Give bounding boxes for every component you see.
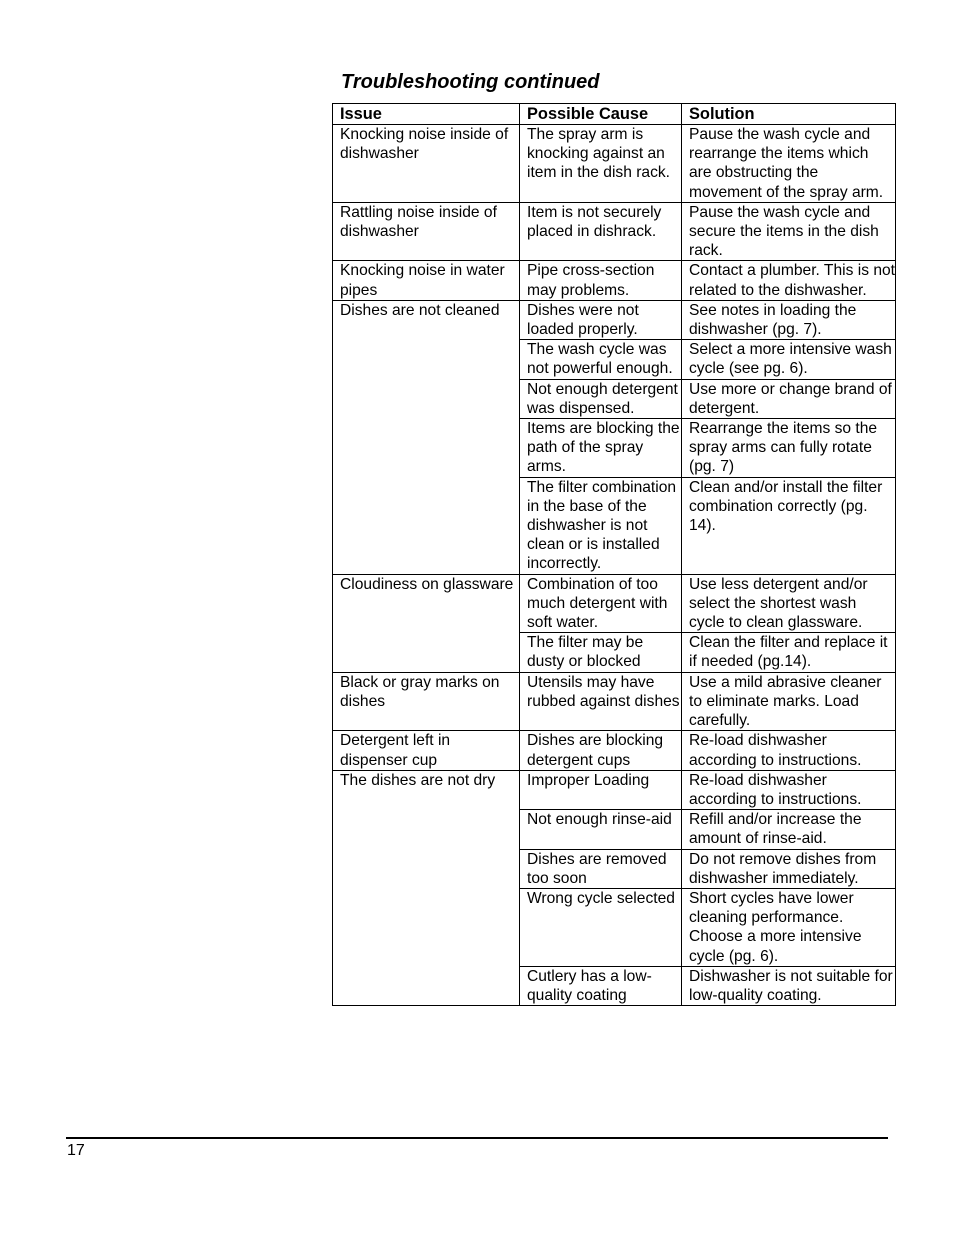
issue-cell: Rattling noise inside of dishwasher: [333, 202, 520, 261]
solution-cell: Re-load dishwasher according to instructions.: [682, 770, 896, 809]
table-row: [333, 731, 896, 770]
solution-cell: Clean and/or install the filter combination correctly (pg. 14).: [682, 477, 896, 574]
cause-cell: The wash cycle was not powerful enough.: [520, 340, 682, 379]
cause-cell: Dishes are removed too soon: [520, 849, 682, 888]
cause-cell: Item is not securely placed in dishrack.: [520, 202, 682, 261]
cause-cell: Pipe cross-section may problems.: [520, 261, 682, 300]
cause-cell: Combination of too much detergent with soft water.: [520, 574, 682, 633]
solution-cell: Contact a plumber. This is not related to the dishwasher.: [682, 261, 896, 300]
table-row: [333, 261, 896, 300]
issue-cell: Black or gray marks on dishes: [333, 672, 520, 731]
issue-cell: Knocking noise inside of dishwasher: [333, 125, 520, 203]
solution-cell: Re-load dishwasher according to instructions.: [682, 731, 896, 770]
cause-cell: Dishes were not loaded properly.: [520, 300, 682, 339]
footer-rule: [66, 1137, 888, 1139]
issue-cell: Knocking noise in water pipes: [333, 261, 520, 300]
troubleshooting-table: [332, 103, 896, 1006]
issue-cell: Cloudiness on glassware: [333, 574, 520, 672]
header-solution: Solution: [682, 104, 896, 125]
solution-cell: Use a mild abrasive cleaner to eliminate marks. Load carefully.: [682, 672, 896, 731]
header-possible-cause: Possible Cause: [520, 104, 682, 125]
cause-cell: Improper Loading: [520, 770, 682, 809]
solution-cell: Short cycles have lower cleaning performance. Choose a more intensive cycle (pg. 6).: [682, 888, 896, 966]
table-header-row: [333, 104, 896, 125]
issue-cell: Detergent left in dispenser cup: [333, 731, 520, 770]
solution-cell: Rearrange the items so the spray arms can fully rotate (pg. 7): [682, 419, 896, 478]
cause-cell: Not enough rinse-aid: [520, 810, 682, 849]
solution-cell: Use more or change brand of detergent.: [682, 379, 896, 418]
solution-cell: Dishwasher is not suitable for low-quality coating.: [682, 966, 896, 1005]
cause-cell: Not enough detergent was dispensed.: [520, 379, 682, 418]
solution-cell: See notes in loading the dishwasher (pg. 7).: [682, 300, 896, 339]
table-row: [333, 672, 896, 731]
table-row: [333, 574, 896, 633]
cause-cell: The filter may be dusty or blocked: [520, 633, 682, 672]
solution-cell: Select a more intensive wash cycle (see pg. 6).: [682, 340, 896, 379]
solution-cell: Clean the filter and replace it if needed (pg.14).: [682, 633, 896, 672]
solution-cell: Pause the wash cycle and secure the items in the dish rack.: [682, 202, 896, 261]
cause-cell: The spray arm is knocking against an item in the dish rack.: [520, 125, 682, 203]
solution-cell: Use less detergent and/or select the shortest wash cycle to clean glassware.: [682, 574, 896, 633]
table-row: [333, 125, 896, 203]
issue-cell: Dishes are not cleaned: [333, 300, 520, 574]
solution-cell: Do not remove dishes from dishwasher immediately.: [682, 849, 896, 888]
issue-cell: The dishes are not dry: [333, 770, 520, 1005]
solution-cell: Pause the wash cycle and rearrange the items which are obstructing the movement of the spray arm.: [682, 125, 896, 203]
table-row: [333, 770, 896, 809]
cause-cell: Cutlery has a low-quality coating: [520, 966, 682, 1005]
solution-cell: Refill and/or increase the amount of rinse-aid.: [682, 810, 896, 849]
page-title: Troubleshooting continued: [341, 71, 600, 93]
cause-cell: Items are blocking the path of the spray arms.: [520, 419, 682, 478]
cause-cell: Dishes are blocking detergent cups: [520, 731, 682, 770]
cause-cell: Wrong cycle selected: [520, 888, 682, 966]
table-row: [333, 202, 896, 261]
header-issue: Issue: [333, 104, 520, 125]
table-row: [333, 300, 896, 339]
cause-cell: The filter combination in the base of the dishwasher is not clean or is installed incorrectly.: [520, 477, 682, 574]
page-number: 17: [67, 1142, 85, 1159]
cause-cell: Utensils may have rubbed against dishes: [520, 672, 682, 731]
